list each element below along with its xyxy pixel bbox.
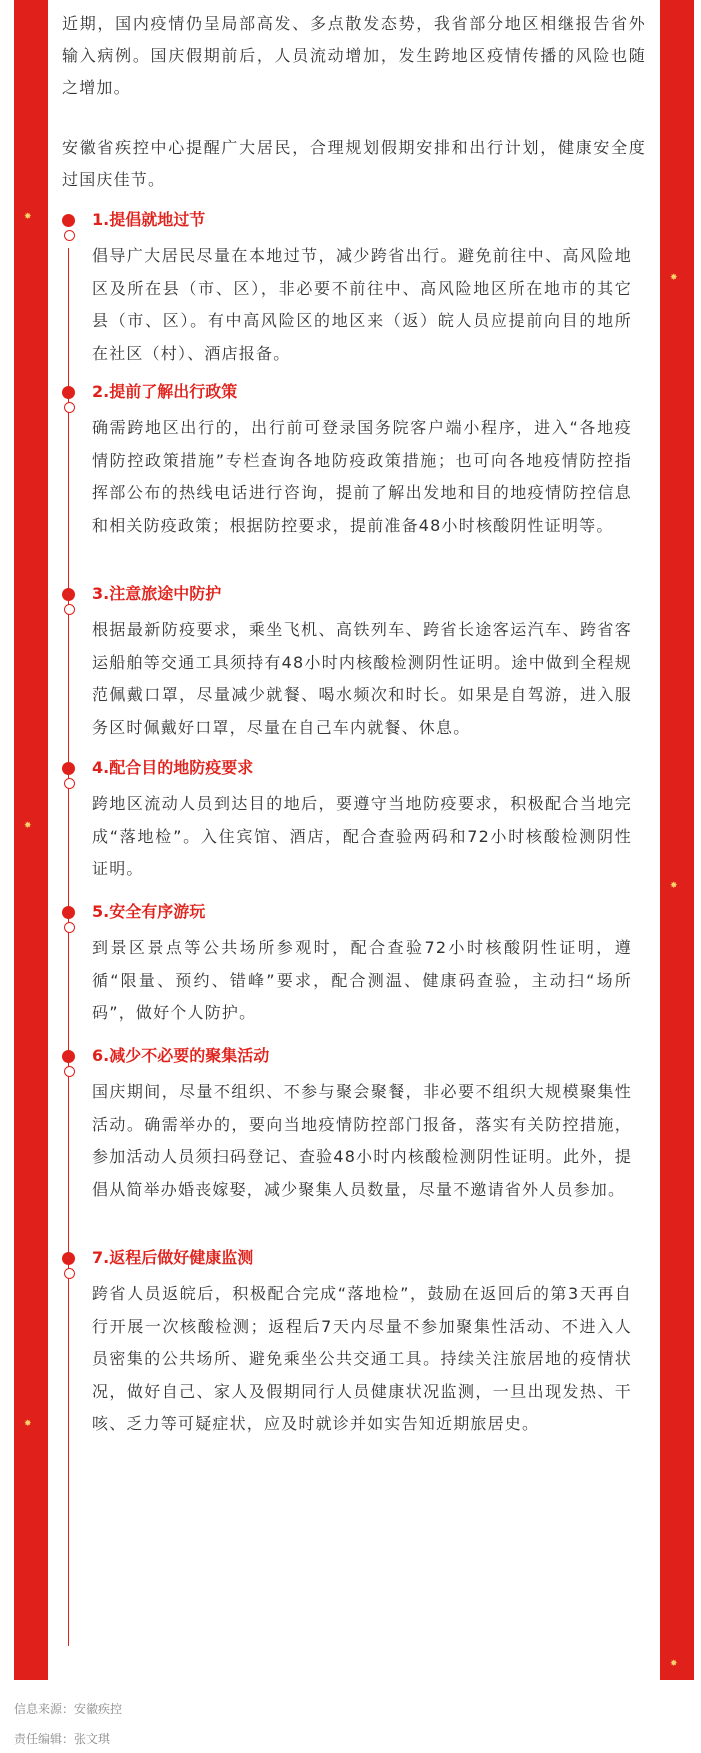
sparkle-decoration: ✸ <box>24 1419 32 1429</box>
intro-paragraph-1: 近期，国内疫情仍呈局部高发、多点散发态势，我省部分地区相继报告省外输入病例。国庆假期前后，人员流动增加，发生跨地区疫情传播的风险也随之增加。 <box>62 14 646 97</box>
timeline-dot <box>62 588 75 601</box>
timeline-dot <box>62 1050 75 1063</box>
timeline-dot <box>62 906 75 919</box>
timeline-ring <box>64 604 75 615</box>
sparkle-decoration: ✸ <box>24 212 32 222</box>
section-body: 根据最新防疫要求，乘坐飞机、高铁列车、跨省长途客运汽车、跨省客运船舶等交通工具须持有48小时内核酸检测阴性证明。途中做到全程规范佩戴口罩，尽量减少就餐、喝水频次和时长。如果是自驾游，进入服务区时佩戴好口罩，尽量在自己车内就餐、休息。 <box>92 620 632 737</box>
section-heading: 7.返程后做好健康监测 <box>92 1248 254 1267</box>
timeline-dot <box>62 1252 75 1265</box>
timeline-dot <box>62 214 75 227</box>
sparkle-decoration: ✸ <box>670 273 678 283</box>
timeline-ring <box>64 922 75 933</box>
timeline-ring <box>64 402 75 413</box>
section-body: 跨省人员返皖后，积极配合完成“落地检”，鼓励在返回后的第3天再自行开展一次核酸检测；返程后7天内尽量不参加聚集性活动、不进入人员密集的公共场所、避免乘坐公共交通工具。持续关注旅居地的疫情状况，做好自己、家人及假期同行人员健康状况监测，一旦出现发热、干咳、乏力等可疑症状，应及时就诊并如实告知近期旅居史。 <box>92 1284 632 1433</box>
section-heading: 6.减少不必要的聚集活动 <box>92 1046 270 1065</box>
right-red-border <box>660 0 694 1680</box>
section-heading: 3.注意旅途中防护 <box>92 584 222 603</box>
section-heading: 1.提倡就地过节 <box>92 210 206 229</box>
section-heading: 2.提前了解出行政策 <box>92 382 238 401</box>
section-body: 跨地区流动人员到达目的地后，要遵守当地防疫要求，积极配合当地完成“落地检”。入住宾馆、酒店，配合查验两码和72小时核酸检测阴性证明。 <box>92 794 632 878</box>
sparkle-decoration: ✸ <box>24 821 32 831</box>
timeline-ring <box>64 1066 75 1077</box>
intro-paragraph-2: 安徽省疾控中心提醒广大居民，合理规划假期安排和出行计划，健康安全度过国庆佳节。 <box>62 138 646 189</box>
sparkle-decoration: ✸ <box>670 1659 678 1669</box>
timeline-ring <box>64 230 75 241</box>
timeline-ring <box>64 778 75 789</box>
left-red-border <box>14 0 48 1680</box>
section-body: 到景区景点等公共场所参观时，配合查验72小时核酸阴性证明，遵循“限量、预约、错峰”要求，配合测温、健康码查验，主动扫“场所码”，做好个人防护。 <box>92 938 632 1022</box>
section-body: 确需跨地区出行的，出行前可登录国务院客户端小程序，进入“各地疫情防控政策措施”专栏查询各地防疫政策措施；也可向各地疫情防控指挥部公布的热线电话进行咨询，提前了解出发地和目的地疫情防控信息和相关防疫政策；根据防控要求，提前准备48小时核酸阴性证明等。 <box>92 418 632 535</box>
timeline-ring <box>64 1268 75 1279</box>
section-heading: 4.配合目的地防疫要求 <box>92 758 254 777</box>
section-body: 倡导广大居民尽量在本地过节，减少跨省出行。避免前往中、高风险地区及所在县（市、区），非必要不前往中、高风险地区所在地市的其它县（市、区）。有中高风险区的地区来（返）皖人员应提前向目的地所在社区（村）、酒店报备。 <box>92 246 632 363</box>
timeline-dot <box>62 762 75 775</box>
timeline-dot <box>62 386 75 399</box>
section-heading: 5.安全有序游玩 <box>92 902 206 921</box>
sparkle-decoration: ✸ <box>670 881 678 891</box>
timeline-line <box>68 248 69 1646</box>
info-source: 信息来源：安徽疾控 <box>14 1702 123 1716</box>
section-body: 国庆期间，尽量不组织、不参与聚会聚餐，非必要不组织大规模聚集性活动。确需举办的，要向当地疫情防控部门报备，落实有关防控措施，参加活动人员须扫码登记、查验48小时内核酸检测阴性证明。此外，提倡从简举办婚丧嫁娶，减少聚集人员数量，尽量不邀请省外人员参加。 <box>92 1082 632 1199</box>
editor-credit: 责任编辑：张文琪 <box>14 1732 111 1746</box>
